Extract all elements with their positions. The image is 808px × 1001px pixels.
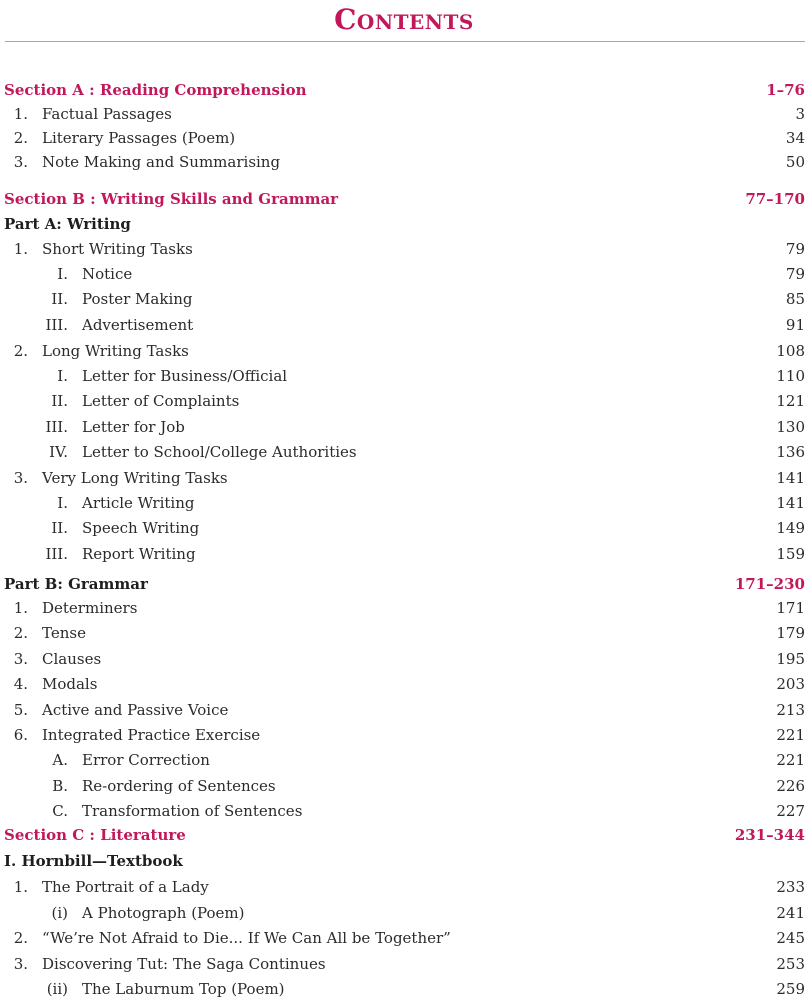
- toc-entry-title: Section A : Reading Comprehension: [4, 81, 307, 99]
- toc-entry-title: Clauses: [42, 650, 102, 668]
- toc-page-number: 241: [776, 904, 805, 922]
- toc-part-heading[interactable]: [0, 572, 808, 596]
- toc-page-number: 231–344: [734, 826, 805, 844]
- toc-part-heading[interactable]: [0, 849, 808, 873]
- toc-entry-number: 5.: [13, 701, 28, 719]
- toc-page-number: 136: [776, 443, 805, 461]
- toc-entry-title: Speech Writing: [82, 519, 200, 537]
- toc-page-number: 79: [785, 240, 805, 258]
- toc-page-number: 141: [776, 494, 805, 512]
- toc-entry-title: Active and Passive Voice: [42, 701, 229, 719]
- toc-entry-title: Section B : Writing Skills and Grammar: [4, 190, 339, 208]
- toc-entry-title: Report Writing: [82, 545, 196, 563]
- toc-entry[interactable]: [0, 287, 808, 311]
- title-divider: [5, 41, 805, 42]
- toc-entry-number: III.: [45, 545, 68, 563]
- toc-entry[interactable]: [0, 647, 808, 671]
- toc-page-number: 171–230: [734, 575, 805, 593]
- toc-page-number: 233: [776, 878, 805, 896]
- toc-entry-title: Letter to School/College Authorities: [82, 443, 357, 461]
- toc-entry-title: Very Long Writing Tasks: [42, 469, 228, 487]
- toc-entry-title: The Laburnum Top (Poem): [82, 980, 285, 998]
- page-title: Contents: [334, 3, 474, 36]
- toc-entry-title: The Portrait of a Lady: [42, 878, 209, 896]
- toc-entry[interactable]: [0, 415, 808, 439]
- toc-entry-number: (ii): [46, 980, 68, 998]
- toc-page-number: 130: [776, 418, 805, 436]
- toc-entry-title: “We’re Not Afraid to Die... If We Can All be Together”: [42, 929, 451, 947]
- toc-page-number: 221: [776, 726, 805, 744]
- toc-page-number: 110: [776, 367, 805, 385]
- toc-entry-number: 2.: [13, 129, 28, 147]
- toc-page-number: 85: [785, 290, 805, 308]
- toc-entry-number: 3.: [13, 650, 28, 668]
- toc-entry[interactable]: [0, 596, 808, 620]
- toc-entry-title: Letter of Complaints: [82, 392, 240, 410]
- toc-entry-number: III.: [45, 316, 68, 334]
- toc-section-heading[interactable]: [0, 78, 808, 102]
- toc-entry[interactable]: [0, 542, 808, 566]
- toc-entry-number: I.: [57, 367, 68, 385]
- toc-entry-title: I. Hornbill—Textbook: [4, 852, 183, 870]
- toc-entry-title: Letter for Job: [82, 418, 185, 436]
- toc-entry-number: 1.: [13, 878, 28, 896]
- toc-entry-number: 3.: [13, 153, 28, 171]
- toc-entry-number: 1.: [13, 599, 28, 617]
- toc-entry-number: I.: [57, 265, 68, 283]
- toc-entry-number: 3.: [13, 955, 28, 973]
- toc-page-number: 34: [785, 129, 805, 147]
- toc-entry-title: Article Writing: [82, 494, 195, 512]
- toc-entry[interactable]: [0, 126, 808, 150]
- toc-entry-title: Section C : Literature: [4, 826, 186, 844]
- toc-entry[interactable]: [0, 723, 808, 747]
- toc-entry-title: Re-ordering of Sentences: [82, 777, 276, 795]
- toc-entry[interactable]: [0, 440, 808, 464]
- toc-page-number: 149: [776, 519, 805, 537]
- toc-entry[interactable]: [0, 952, 808, 976]
- toc-entry-title: Modals: [42, 675, 98, 693]
- toc-entry-title: Transformation of Sentences: [82, 802, 303, 820]
- toc-entry-title: Notice: [82, 265, 133, 283]
- toc-entry[interactable]: [0, 339, 808, 363]
- toc-entry-title: A Photograph (Poem): [82, 904, 245, 922]
- toc-page-number: 245: [776, 929, 805, 947]
- toc-entry-title: Poster Making: [82, 290, 193, 308]
- toc-page-number: 159: [776, 545, 805, 563]
- toc-entry-number: III.: [45, 418, 68, 436]
- toc-page-number: 91: [785, 316, 805, 334]
- toc-entry[interactable]: [0, 926, 808, 950]
- toc-entry[interactable]: [0, 799, 808, 823]
- toc-page-number: 141: [776, 469, 805, 487]
- toc-entry[interactable]: [0, 977, 808, 1001]
- toc-entry-title: Advertisement: [82, 316, 194, 334]
- toc-page-number: 195: [776, 650, 805, 668]
- toc-entry[interactable]: [0, 389, 808, 413]
- toc-page-number: 50: [785, 153, 805, 171]
- toc-entry-title: Integrated Practice Exercise: [42, 726, 261, 744]
- toc-entry-number: 1.: [13, 105, 28, 123]
- toc-entry-title: Discovering Tut: The Saga Continues: [42, 955, 326, 973]
- toc-entry-title: Determiners: [42, 599, 138, 617]
- toc-entry-title: Letter for Business/Official: [82, 367, 288, 385]
- toc-entry-title: Literary Passages (Poem): [42, 129, 236, 147]
- toc-entry-number: II.: [51, 392, 68, 410]
- toc-entry-number: A.: [52, 751, 68, 769]
- toc-entry[interactable]: [0, 621, 808, 645]
- toc-entry[interactable]: [0, 262, 808, 286]
- toc-entry[interactable]: [0, 516, 808, 540]
- toc-page-number: 77–170: [745, 190, 805, 208]
- toc-page-number: 221: [776, 751, 805, 769]
- toc-part-heading[interactable]: [0, 212, 808, 236]
- toc-page-number: 227: [776, 802, 805, 820]
- toc-entry-title: Factual Passages: [42, 105, 172, 123]
- toc-entry[interactable]: [0, 150, 808, 174]
- toc-page-number: 171: [776, 599, 805, 617]
- toc-page-number: 1–76: [766, 81, 805, 99]
- toc-entry-number: 4.: [13, 675, 28, 693]
- toc-entry-number: II.: [51, 519, 68, 537]
- toc-entry-number: C.: [52, 802, 68, 820]
- toc-entry-number: 2.: [13, 624, 28, 642]
- toc-page-number: 203: [776, 675, 805, 693]
- toc-page-number: 226: [776, 777, 805, 795]
- toc-page-number: 213: [776, 701, 805, 719]
- toc-entry-number: 2.: [13, 929, 28, 947]
- toc-entry-number: IV.: [49, 443, 68, 461]
- toc-entry[interactable]: [0, 875, 808, 899]
- toc-entry-title: Part A: Writing: [4, 215, 131, 233]
- toc-entry-number: (i): [51, 904, 68, 922]
- toc-entry[interactable]: [0, 313, 808, 337]
- toc-entry-number: 2.: [13, 342, 28, 360]
- toc-entry[interactable]: [0, 364, 808, 388]
- toc-page-number: 259: [776, 980, 805, 998]
- toc-section-heading[interactable]: [0, 187, 808, 211]
- toc-entry[interactable]: [0, 466, 808, 490]
- toc-entry-title: Note Making and Summarising: [42, 153, 281, 171]
- toc-page-number: 121: [776, 392, 805, 410]
- toc-entry[interactable]: [0, 102, 808, 126]
- toc-entry[interactable]: [0, 491, 808, 515]
- toc-entry-number: 6.: [13, 726, 28, 744]
- toc-page-number: 108: [776, 342, 805, 360]
- toc-page-number: 253: [776, 955, 805, 973]
- toc-page-number: 3: [795, 105, 805, 123]
- toc-entry[interactable]: [0, 237, 808, 261]
- toc-entry-number: I.: [57, 494, 68, 512]
- toc-entry[interactable]: [0, 698, 808, 722]
- toc-entry-title: Error Correction: [82, 751, 210, 769]
- toc-entry-title: Tense: [42, 624, 86, 642]
- toc-entry[interactable]: [0, 774, 808, 798]
- toc-entry-number: II.: [51, 290, 68, 308]
- toc-entry[interactable]: [0, 748, 808, 772]
- toc-entry-number: 1.: [13, 240, 28, 258]
- toc-entry[interactable]: [0, 672, 808, 696]
- toc-entry-number: 3.: [13, 469, 28, 487]
- toc-entry-title: Part B: Grammar: [4, 575, 148, 593]
- toc-entry-number: B.: [52, 777, 68, 795]
- toc-section-heading[interactable]: [0, 823, 808, 847]
- toc-entry-title: Short Writing Tasks: [42, 240, 193, 258]
- toc-entry-title: Long Writing Tasks: [42, 342, 189, 360]
- toc-page-number: 179: [776, 624, 805, 642]
- toc-page-number: 79: [785, 265, 805, 283]
- toc-entry[interactable]: [0, 901, 808, 925]
